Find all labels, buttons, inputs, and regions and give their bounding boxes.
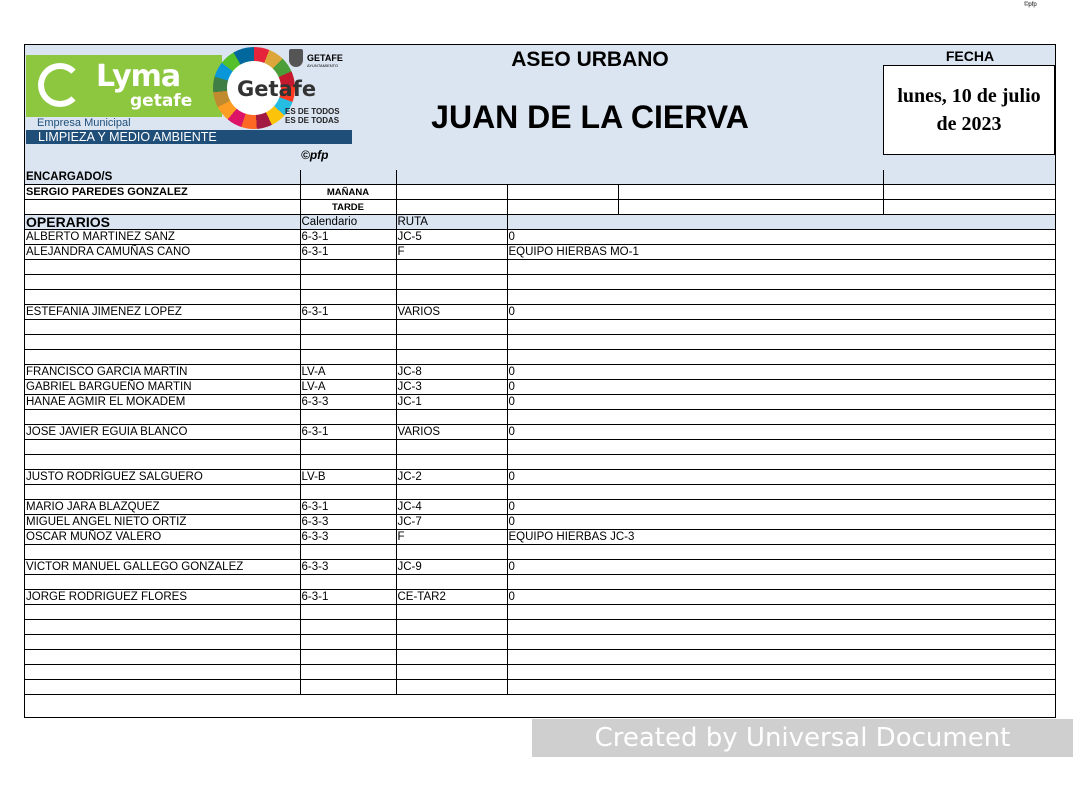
operario-observaciones: 0	[507, 305, 1055, 320]
operario-observaciones	[507, 605, 1055, 620]
operario-name: MARIO JARA BLAZQUEZ	[25, 500, 300, 515]
crest-sublabel: AYUNTAMIENTO	[307, 63, 339, 68]
operario-name: JORGE RODRIGUEZ FLORES	[25, 590, 300, 605]
operario-ruta: JC-8	[396, 365, 507, 380]
operario-calendario	[300, 455, 396, 470]
operario-name	[25, 635, 300, 650]
operario-name: OSCAR MUÑOZ VALERO	[25, 530, 300, 545]
blank-row	[25, 290, 1055, 305]
operario-name: ALEJANDRA CAMUÑAS CANO	[25, 245, 300, 260]
operario-ruta: JC-4	[396, 500, 507, 515]
operario-observaciones: EQUIPO HIERBAS MO-1	[507, 245, 1055, 260]
converter-watermark: Created by Universal Document Converter	[532, 719, 1073, 757]
operario-name: HANAE AGMIR EL MOKADEM	[25, 395, 300, 410]
operario-calendario	[300, 485, 396, 500]
operario-name: MIGUEL ANGEL NIETO ORTIZ	[25, 515, 300, 530]
operario-ruta: VARIOS	[396, 305, 507, 320]
blank-row	[25, 275, 1055, 290]
shift-manana: MAÑANA	[300, 185, 396, 200]
operario-row	[25, 365, 1055, 380]
operario-observaciones: 0	[507, 470, 1055, 485]
operario-calendario	[300, 290, 396, 305]
operario-ruta	[396, 455, 507, 470]
operario-observaciones	[507, 260, 1055, 275]
operario-calendario: 6-3-1	[300, 425, 396, 440]
blank-row	[25, 440, 1055, 455]
fecha-box	[883, 65, 1055, 155]
operario-ruta	[396, 335, 507, 350]
operarios-label: OPERARIOS	[25, 215, 300, 230]
operario-observaciones	[507, 545, 1055, 560]
operario-ruta	[396, 665, 507, 680]
operario-calendario	[300, 440, 396, 455]
operario-ruta	[396, 545, 507, 560]
limpieza-banner	[26, 130, 352, 144]
operario-observaciones: 0	[507, 425, 1055, 440]
blank-row	[25, 650, 1055, 665]
operario-ruta: F	[396, 245, 507, 260]
operario-ruta	[396, 275, 507, 290]
blank-row	[25, 620, 1055, 635]
operario-name: ESTEFANIA JIMENEZ LOPEZ	[25, 305, 300, 320]
page-title: ASEO URBANO	[511, 48, 669, 71]
getafe-logo-text: Getafe	[237, 77, 317, 101]
limpieza-text: LIMPIEZA Y MEDIO AMBIENTE	[38, 130, 217, 144]
operario-ruta	[396, 575, 507, 590]
operario-calendario: 6-3-3	[300, 395, 396, 410]
operario-calendario: 6-3-3	[300, 530, 396, 545]
blank-row	[25, 680, 1055, 695]
operario-ruta	[396, 320, 507, 335]
operario-observaciones: 0	[507, 365, 1055, 380]
operario-row	[25, 500, 1055, 515]
operario-ruta: JC-1	[396, 395, 507, 410]
blank-row	[25, 410, 1055, 425]
operario-ruta	[396, 350, 507, 365]
operario-row	[25, 380, 1055, 395]
operario-row	[25, 395, 1055, 410]
lyma-logo-subtext: getafe	[130, 91, 193, 111]
operario-observaciones	[507, 620, 1055, 635]
blank-row	[25, 260, 1055, 275]
operario-calendario	[300, 680, 396, 695]
operario-name	[25, 665, 300, 680]
operario-ruta	[396, 650, 507, 665]
operario-row	[25, 230, 1055, 245]
operarios-header-row	[25, 215, 1055, 230]
operario-name: VICTOR MANUEL GALLEGO GONZALEZ	[25, 560, 300, 575]
operario-observaciones	[507, 650, 1055, 665]
lyma-logo-text: Lyma	[96, 59, 181, 94]
es-de-todas: ES DE TODAS	[285, 116, 340, 125]
blank-row	[25, 335, 1055, 350]
operario-observaciones	[507, 665, 1055, 680]
blank-row	[25, 635, 1055, 650]
operario-observaciones	[507, 680, 1055, 695]
operario-calendario: LV-A	[300, 380, 396, 395]
sheet-header	[25, 45, 1055, 171]
operario-ruta	[396, 620, 507, 635]
operario-name: JOSE JAVIER EGUIA BLANCO	[25, 425, 300, 440]
crest-label: GETAFE	[307, 53, 343, 63]
operario-ruta: F	[396, 530, 507, 545]
operario-name	[25, 545, 300, 560]
operario-ruta	[396, 260, 507, 275]
es-de-todos: ES DE TODOS	[285, 107, 340, 116]
operario-name	[25, 455, 300, 470]
operario-observaciones: 0	[507, 590, 1055, 605]
operario-observaciones: 0	[507, 560, 1055, 575]
operario-calendario: LV-A	[300, 365, 396, 380]
roster-sheet	[24, 44, 1056, 718]
operario-row	[25, 515, 1055, 530]
operario-name	[25, 410, 300, 425]
operario-row	[25, 305, 1055, 320]
operario-observaciones	[507, 350, 1055, 365]
blank-row	[25, 350, 1055, 365]
operario-ruta: CE-TAR2	[396, 590, 507, 605]
operario-calendario: LV-B	[300, 470, 396, 485]
operario-ruta: JC-9	[396, 560, 507, 575]
operario-calendario	[300, 545, 396, 560]
col-ruta: RUTA	[396, 215, 507, 230]
page-subtitle: JUAN DE LA CIERVA	[431, 99, 749, 135]
operario-ruta: JC-2	[396, 470, 507, 485]
operario-observaciones	[507, 635, 1055, 650]
blank-row	[25, 605, 1055, 620]
operario-observaciones	[507, 290, 1055, 305]
operario-calendario	[300, 260, 396, 275]
col-calendario: Calendario	[300, 215, 396, 230]
operario-name	[25, 320, 300, 335]
operario-name: JUSTO RODRÍGUEZ SALGUERO	[25, 470, 300, 485]
operario-calendario	[300, 350, 396, 365]
operario-name	[25, 440, 300, 455]
operario-calendario	[300, 275, 396, 290]
operario-observaciones: 0	[507, 380, 1055, 395]
operario-calendario: 6-3-3	[300, 515, 396, 530]
operario-name: GABRIEL BARGUEÑO MARTIN	[25, 380, 300, 395]
operario-ruta: JC-3	[396, 380, 507, 395]
operario-ruta: VARIOS	[396, 425, 507, 440]
encargados-label: ENCARGADO/S	[25, 170, 300, 185]
shift-tarde: TARDE	[300, 200, 396, 215]
operario-ruta	[396, 410, 507, 425]
operario-name	[25, 650, 300, 665]
operario-ruta	[396, 635, 507, 650]
operario-name	[25, 290, 300, 305]
operario-calendario	[300, 620, 396, 635]
operario-observaciones	[507, 320, 1055, 335]
operario-ruta	[396, 440, 507, 455]
operario-row	[25, 245, 1055, 260]
operario-calendario: 6-3-1	[300, 305, 396, 320]
operario-name	[25, 350, 300, 365]
blank-row	[25, 665, 1055, 680]
operario-row	[25, 530, 1055, 545]
operario-name	[25, 335, 300, 350]
operario-observaciones: 0	[507, 395, 1055, 410]
operario-name	[25, 260, 300, 275]
operario-name	[25, 575, 300, 590]
operario-ruta	[396, 605, 507, 620]
operario-ruta	[396, 485, 507, 500]
empresa-municipal: Empresa Municipal	[37, 117, 131, 129]
getafe-crest-icon	[289, 49, 303, 67]
operario-observaciones: 0	[507, 500, 1055, 515]
operario-row	[25, 470, 1055, 485]
operario-name	[25, 620, 300, 635]
operario-name	[25, 680, 300, 695]
operario-calendario	[300, 605, 396, 620]
operario-row	[25, 560, 1055, 575]
encargado-row-manana	[25, 185, 1055, 200]
operario-name	[25, 605, 300, 620]
operario-name: ALBERTO MARTINEZ SANZ	[25, 230, 300, 245]
operario-calendario	[300, 650, 396, 665]
operario-calendario: 6-3-1	[300, 590, 396, 605]
operario-row	[25, 425, 1055, 440]
encargado-name: SERGIO PAREDES GONZALEZ	[25, 185, 300, 200]
blank-row	[25, 575, 1055, 590]
operario-observaciones	[507, 275, 1055, 290]
blank-row	[25, 455, 1055, 470]
operario-ruta: JC-7	[396, 515, 507, 530]
operario-calendario	[300, 335, 396, 350]
operario-row	[25, 590, 1055, 605]
operario-calendario	[300, 665, 396, 680]
roster-table	[25, 170, 1055, 695]
lyma-logo	[26, 55, 222, 117]
pfp-mark: ©pfp	[301, 148, 329, 162]
operario-ruta	[396, 290, 507, 305]
operario-calendario: 6-3-1	[300, 245, 396, 260]
operario-observaciones	[507, 455, 1055, 470]
blank-row	[25, 545, 1055, 560]
operario-calendario	[300, 410, 396, 425]
fecha-label: FECHA	[945, 48, 995, 64]
blank-row	[25, 320, 1055, 335]
operario-observaciones: EQUIPO HIERBAS JC-3	[507, 530, 1055, 545]
fecha-value: lunes, 10 de julio de 2023	[897, 85, 1041, 135]
operario-calendario	[300, 575, 396, 590]
operario-name	[25, 485, 300, 500]
corner-mark: ©pfp	[1024, 2, 1037, 8]
operario-observaciones	[507, 335, 1055, 350]
encargado-row-tarde	[25, 200, 1055, 215]
operario-observaciones	[507, 440, 1055, 455]
operario-observaciones	[507, 410, 1055, 425]
operario-calendario	[300, 320, 396, 335]
blank-row	[25, 485, 1055, 500]
operario-calendario: 6-3-1	[300, 500, 396, 515]
operario-name: FRANCISCO GARCIA MARTIN	[25, 365, 300, 380]
operario-observaciones	[507, 485, 1055, 500]
operario-name	[25, 275, 300, 290]
operario-ruta: JC-5	[396, 230, 507, 245]
operario-calendario: 6-3-3	[300, 560, 396, 575]
operario-ruta	[396, 680, 507, 695]
encargados-header-row	[25, 170, 1055, 185]
operario-observaciones: 0	[507, 230, 1055, 245]
lyma-swirl-icon	[38, 63, 82, 107]
operario-observaciones	[507, 575, 1055, 590]
operario-calendario: 6-3-1	[300, 230, 396, 245]
operario-calendario	[300, 635, 396, 650]
operario-observaciones: 0	[507, 515, 1055, 530]
